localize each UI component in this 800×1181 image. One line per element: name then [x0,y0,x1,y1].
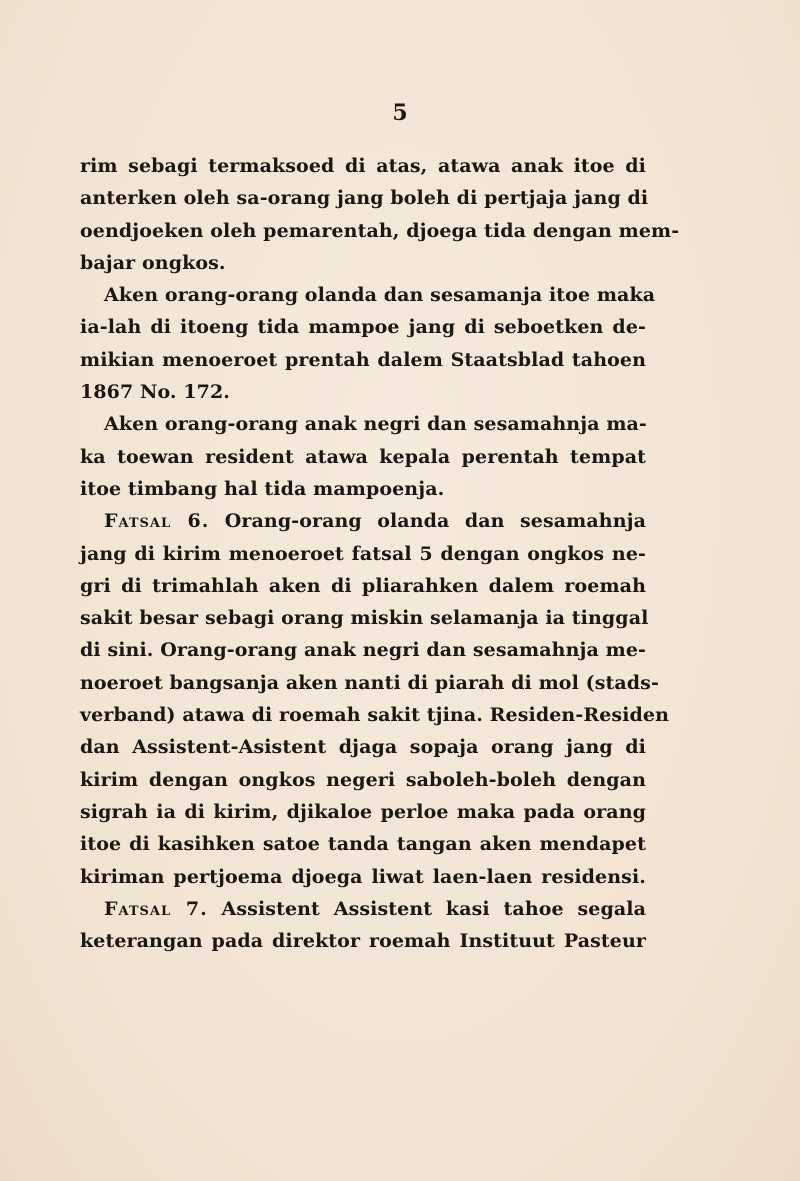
line-text: sakit besar sebagi orang miskin selamanja ia tinggal [80,607,649,630]
line-text: sigrah ia di kirim, djikaloe perloe maka pada orang [80,800,646,823]
line-text: 1867 No. 172. [80,381,231,404]
line-text: anterken oleh sa-orang jang boleh di pertjaja jang di [80,187,649,210]
text-line [80,731,646,763]
section-heading: Fatsal 7. [104,897,208,920]
page-number: 5 [392,100,408,126]
line-text: gri di trimahlah aken di pliarahken dalem roemah [80,574,646,597]
text-line [80,861,646,893]
text-line [80,408,646,440]
text-line [80,150,646,182]
text-line [80,182,649,214]
section-heading: Fatsal 6. [104,510,210,533]
text-line [80,828,646,860]
text-line [80,699,670,731]
line-text: kirim dengan ongkos negeri saboleh-boleh dengan [80,768,646,791]
text-line [80,925,646,957]
line-text: ia-lah di itoeng tida mampoe jang di seboetken de- [80,316,646,339]
text-line [80,634,646,666]
text-line [80,215,680,247]
line-text: itoe timbang hal tida mampoenja. [80,477,445,500]
line-text: ka toewan resident atawa kepala perentah tempat [80,445,646,468]
text-line [80,538,646,570]
text-line [80,376,646,408]
body-text [80,150,680,957]
text-line [80,279,656,311]
line-text: Orang-orang olanda dan sesamahnja [224,510,646,533]
line-text: Assistent Assistent kasi tahoe segala [221,897,647,920]
line-text: kiriman pertjoema djoega liwat laen-laen residensi. [80,865,646,888]
line-text: bajar ongkos. [80,251,226,274]
line-text: keterangan pada direktor roemah Instituut Pasteur [80,930,646,953]
line-text: verband) atawa di roemah sakit tjina. Residen-Residen [80,704,670,727]
text-line [80,764,646,796]
text-line [80,893,646,925]
line-text: rim sebagi termaksoed di atas, atawa anak itoe di [80,155,646,177]
line-text: oendjoeken oleh pemarentah, djoega tida dengan mem- [80,219,680,242]
line-text: itoe di kasihken satoe tanda tangan aken mendapet [80,833,646,856]
line-text: Aken orang-orang olanda dan sesamanja itoe maka [104,284,656,307]
text-line [80,311,646,343]
line-text: mikian menoeroet prentah dalem Staatsblad tahoen [80,348,646,371]
text-line [80,570,646,602]
text-line [80,505,646,537]
text-line [80,602,649,634]
text-line [80,247,646,279]
text-line [80,344,646,376]
text-line [80,796,646,828]
line-text: noeroet bangsanja aken nanti di piarah di mol (stads- [80,671,659,694]
line-text: dan Assistent-Asistent djaga sopaja orang jang di [80,736,646,759]
text-line [80,473,646,505]
line-text: Aken orang-orang anak negri dan sesamahnja ma- [104,413,647,436]
text-line [80,441,646,473]
line-text: di sini. Orang-orang anak negri dan sesamahnja me- [80,639,646,662]
text-line [80,667,659,699]
line-text: jang di kirim menoeroet fatsal 5 dengan ongkos ne- [80,542,646,565]
